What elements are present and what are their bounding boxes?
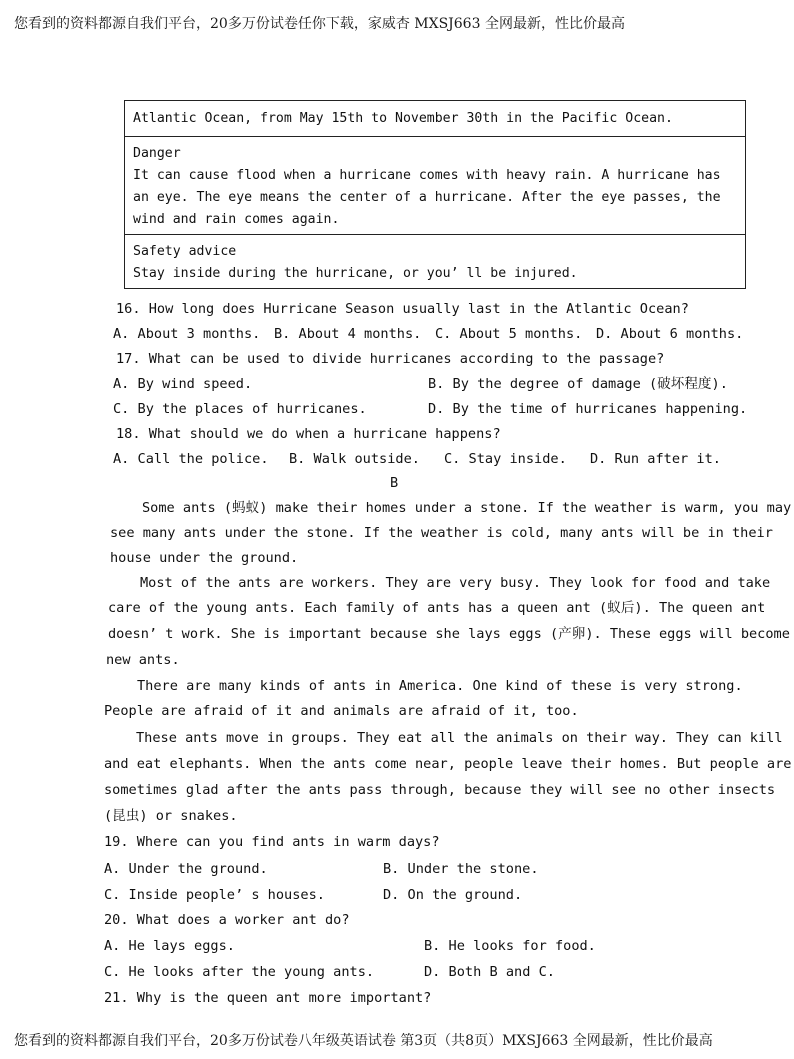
passage-line: Most of the ants are workers. They are very busy. They look for food and take <box>140 575 771 591</box>
q18-question: 18. What should we do when a hurricane happens? <box>116 426 501 442</box>
safety-text: Stay inside during the hurricane, or you’ ll be injured. <box>133 266 578 281</box>
q21-question: 21. Why is the queen ant more important? <box>104 990 432 1006</box>
passage-line: house under the ground. <box>110 550 299 566</box>
passage-line: care of the young ants. Each family of ants has a queen ant (蚁后). The queen ant <box>108 600 766 616</box>
passage-line: These ants move in groups. They eat all the animals on their way. They can kill <box>136 730 783 746</box>
q20-option-c: C. He looks after the young ants. <box>104 964 375 980</box>
danger-title: Danger <box>133 146 181 161</box>
q18-option-d: D. Run after it. <box>590 451 721 467</box>
table-row-danger <box>125 136 745 234</box>
q17-option-d: D. By the time of hurricanes happening. <box>428 401 748 417</box>
q16-option-d: D. About 6 months. <box>596 326 744 342</box>
q17-option-b: B. By the degree of damage (破坏程度). <box>428 376 728 392</box>
season-text: Atlantic Ocean, from May 15th to November 30th in the Pacific Ocean. <box>133 111 673 126</box>
q20-option-b: B. He looks for food. <box>424 938 596 954</box>
passage-line: (昆虫) or snakes. <box>104 808 238 824</box>
passage-line: Some ants (蚂蚁) make their homes under a stone. If the weather is warm, you may <box>142 500 792 516</box>
top-banner: 您看到的资料都源自我们平台，20多万份试卷任你下载，家威杏 MXSJ663 全网最新，性比价最高 <box>14 16 625 32</box>
q16-option-a: A. About 3 months. <box>113 326 261 342</box>
q18-option-c: C. Stay inside. <box>444 451 567 467</box>
q19-question: 19. Where can you find ants in warm days? <box>104 834 440 850</box>
table-row-safety <box>125 234 745 288</box>
passage-line: sometimes glad after the ants pass through, because they will see no other insects <box>104 782 776 798</box>
q19-option-c: C. Inside people’ s houses. <box>104 887 325 903</box>
q16-question: 16. How long does Hurricane Season usually last in the Atlantic Ocean? <box>116 301 689 317</box>
q20-option-d: D. Both B and C. <box>424 964 555 980</box>
passage-line: There are many kinds of ants in America. One kind of these is very strong. <box>137 678 743 694</box>
hurricane-info-table <box>124 100 746 289</box>
q16-option-b: B. About 4 months. <box>274 326 422 342</box>
q17-option-a: A. By wind speed. <box>113 376 253 392</box>
q17-option-c: C. By the places of hurricanes. <box>113 401 367 417</box>
safety-title: Safety advice <box>133 244 237 259</box>
table-row-season <box>125 101 745 136</box>
q20-question: 20. What does a worker ant do? <box>104 912 350 928</box>
q18-option-b: B. Walk outside. <box>289 451 420 467</box>
passage-line: and eat elephants. When the ants come near, people leave their homes. But people are <box>104 756 792 772</box>
q19-option-b: B. Under the stone. <box>383 861 539 877</box>
q16-option-c: C. About 5 months. <box>435 326 583 342</box>
passage-line: People are afraid of it and animals are afraid of it, too. <box>104 703 579 719</box>
section-b-heading: B <box>390 475 399 491</box>
passage-line: new ants. <box>106 652 180 668</box>
passage-line: doesn’ t work. She is important because she lays eggs (产卵). These eggs will become <box>108 626 790 642</box>
q18-option-a: A. Call the police. <box>113 451 269 467</box>
danger-text: It can cause flood when a hurricane comes with heavy rain. A hurricane has an eye. The eye means the center of a hurricane. After the eye passes, the wind and rain comes again. <box>133 168 721 227</box>
q17-question: 17. What can be used to divide hurricanes according to the passage? <box>116 351 665 367</box>
q20-option-a: A. He lays eggs. <box>104 938 235 954</box>
q19-option-a: A. Under the ground. <box>104 861 268 877</box>
q19-option-d: D. On the ground. <box>383 887 523 903</box>
passage-line: see many ants under the stone. If the weather is cold, many ants will be in their <box>110 525 773 541</box>
bottom-banner: 您看到的资料都源自我们平台，20多万份试卷八年级英语试卷 第3页（共8页）MXSJ663 全网最新，性比价最高 <box>14 1033 713 1049</box>
